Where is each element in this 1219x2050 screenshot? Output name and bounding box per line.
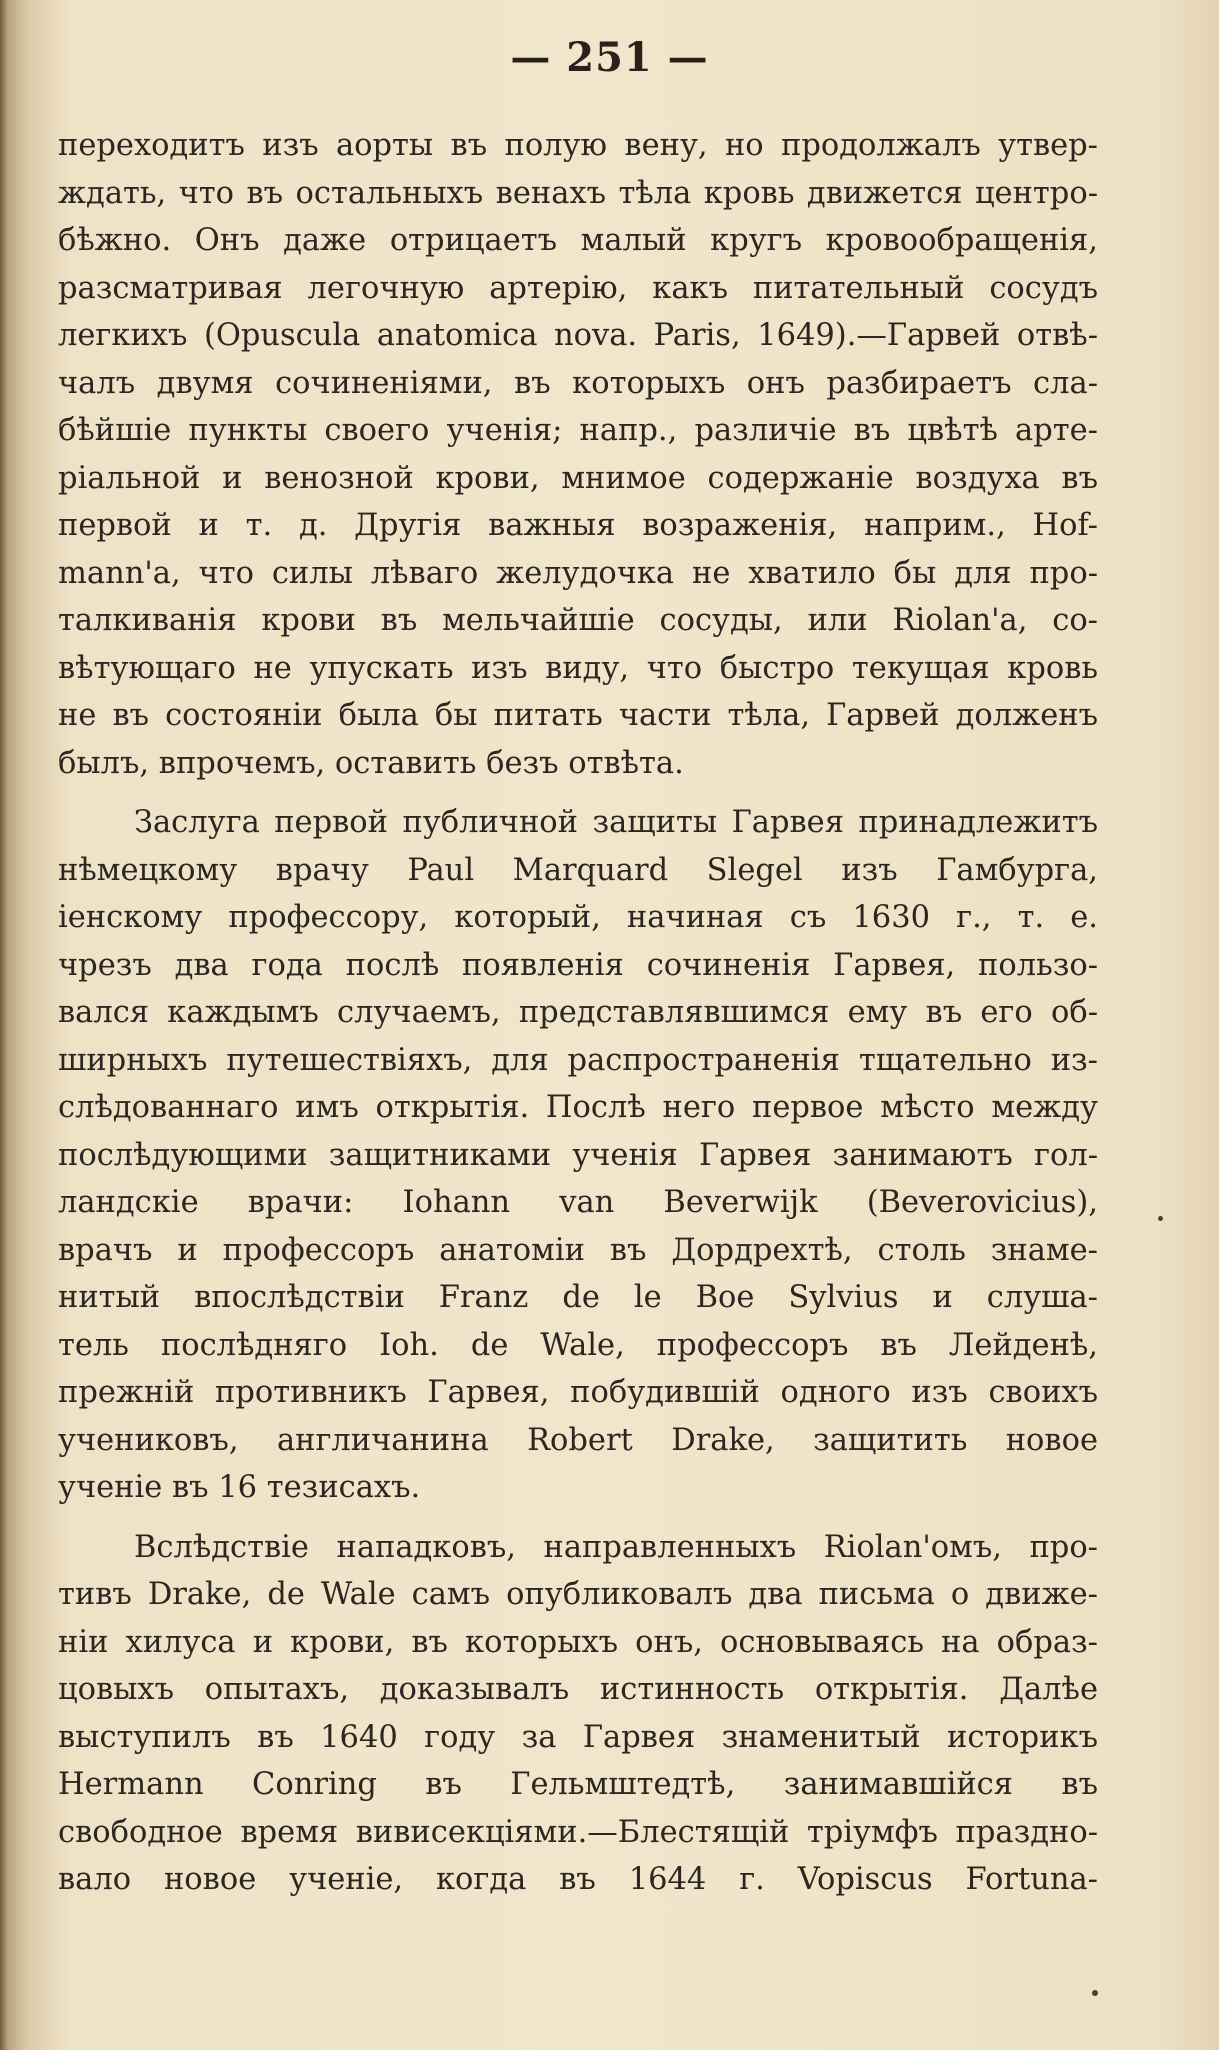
paragraph	[58, 122, 1098, 787]
text-line: учениковъ, англичанина Robert Drake, защитить новое	[58, 1422, 1098, 1458]
paragraph-gap	[58, 1512, 1098, 1524]
body-text	[58, 122, 1098, 1904]
text-line: ландскіе врачи: Iohann van Beverwijk (Beverovicius),	[58, 1185, 1098, 1220]
paragraph	[58, 799, 1098, 1512]
text-line: вало новое ученіе, когда въ 1644 г. Vopiscus Fortuna-	[58, 1862, 1098, 1897]
text-line: ріальной и венозной крови, мнимое содержаніе воздуха въ	[58, 460, 1098, 496]
text-line: слѣдованнаго имъ открытія. Послѣ него первое мѣсто между	[58, 1090, 1098, 1125]
text-line: вѣтующаго не упускать изъ виду, что быстро текущая кровь	[58, 650, 1098, 686]
text-line: нѣмецкому врачу Paul Marquard Slegel изъ Гамбурга,	[58, 852, 1098, 888]
text-line: бѣжно. Онъ даже отрицаетъ малый кругъ кровообращенія,	[58, 223, 1098, 258]
text-line: не въ состояніи была бы питать части тѣла, Гарвей долженъ	[58, 698, 1098, 733]
text-line: былъ, впрочемъ, оставить безъ отвѣта.	[58, 745, 684, 781]
text-line: ширныхъ путешествіяхъ, для распространенія тщательно из-	[58, 1042, 1098, 1078]
text-line: свободное время вивисекціями.—Блестящій тріумфъ праздно-	[58, 1814, 1098, 1850]
text-line: іенскому профессору, который, начиная съ 1630 г., т. е.	[58, 900, 1098, 935]
text-line: выступилъ въ 1640 году за Гарвея знаменитый историкъ	[58, 1719, 1098, 1755]
text-line: тивъ Drake, de Wale самъ опубликовалъ два письма о движе-	[58, 1577, 1098, 1612]
paper-speck	[1092, 1990, 1098, 1996]
text-line: mann'а, что силы лѣваго желудочка не хватило бы для про-	[58, 555, 1098, 591]
text-line: ждать, что въ остальныхъ венахъ тѣла кровь движется центро-	[58, 175, 1098, 211]
text-line: переходитъ изъ аорты въ полую вену, но продолжалъ утвер-	[58, 128, 1098, 163]
text-line: ученіе въ 16 тезисахъ.	[58, 1470, 421, 1505]
text-line: врачъ и профессоръ анатоміи въ Дордрехтѣ, столь знаме-	[58, 1232, 1098, 1268]
text-line: разсматривая легочную артерію, какъ питательный сосудъ	[58, 270, 1098, 306]
text-line: Hermann Conring въ Гельмштедтѣ, занимавшійся въ	[58, 1767, 1098, 1802]
text-line: талкиванія крови въ мельчайшіе сосуды, или Riolan'а, со-	[58, 603, 1098, 638]
text-line: ніи хилуса и крови, въ которыхъ онъ, основываясь на образ-	[58, 1624, 1098, 1660]
text-line: легкихъ (Opuscula anatomica nova. Paris, 1649).—Гарвей отвѣ-	[58, 318, 1098, 353]
text-line: первой и т. д. Другія важныя возраженія, наприм., Hof-	[58, 508, 1098, 543]
text-line: Заслуга первой публичной защиты Гарвея принадлежитъ	[134, 805, 1098, 840]
paragraph-gap	[58, 787, 1098, 799]
text-line: бѣйшіе пункты своего ученія; напр., различіе въ цвѣтѣ арте-	[58, 413, 1098, 448]
text-line: тель послѣдняго Ioh. de Wale, профессоръ въ Лейденѣ,	[58, 1327, 1098, 1363]
text-line: прежній противникъ Гарвея, побудившій одного изъ своихъ	[58, 1375, 1098, 1410]
text-line: чрезъ два года послѣ появленія сочиненія Гарвея, пользо-	[58, 947, 1098, 983]
text-line: цовыхъ опытахъ, доказывалъ истинность открытія. Далѣе	[58, 1672, 1098, 1707]
page-number: — 251 —	[510, 34, 709, 81]
text-line: Вслѣдствіе нападковъ, направленныхъ Riolan'омъ, про-	[134, 1529, 1098, 1565]
text-line: послѣдующими защитниками ученія Гарвея занимаютъ гол-	[58, 1137, 1098, 1173]
text-line: нитый впослѣдствіи Franz de le Boe Sylvius и слуша-	[58, 1280, 1098, 1315]
paper-speck	[1158, 1216, 1163, 1221]
paragraph	[58, 1524, 1098, 1904]
text-line: чалъ двумя сочиненіями, въ которыхъ онъ разбираетъ сла-	[58, 365, 1098, 401]
text-line: вался каждымъ случаемъ, представлявшимся ему въ его об-	[58, 995, 1098, 1030]
